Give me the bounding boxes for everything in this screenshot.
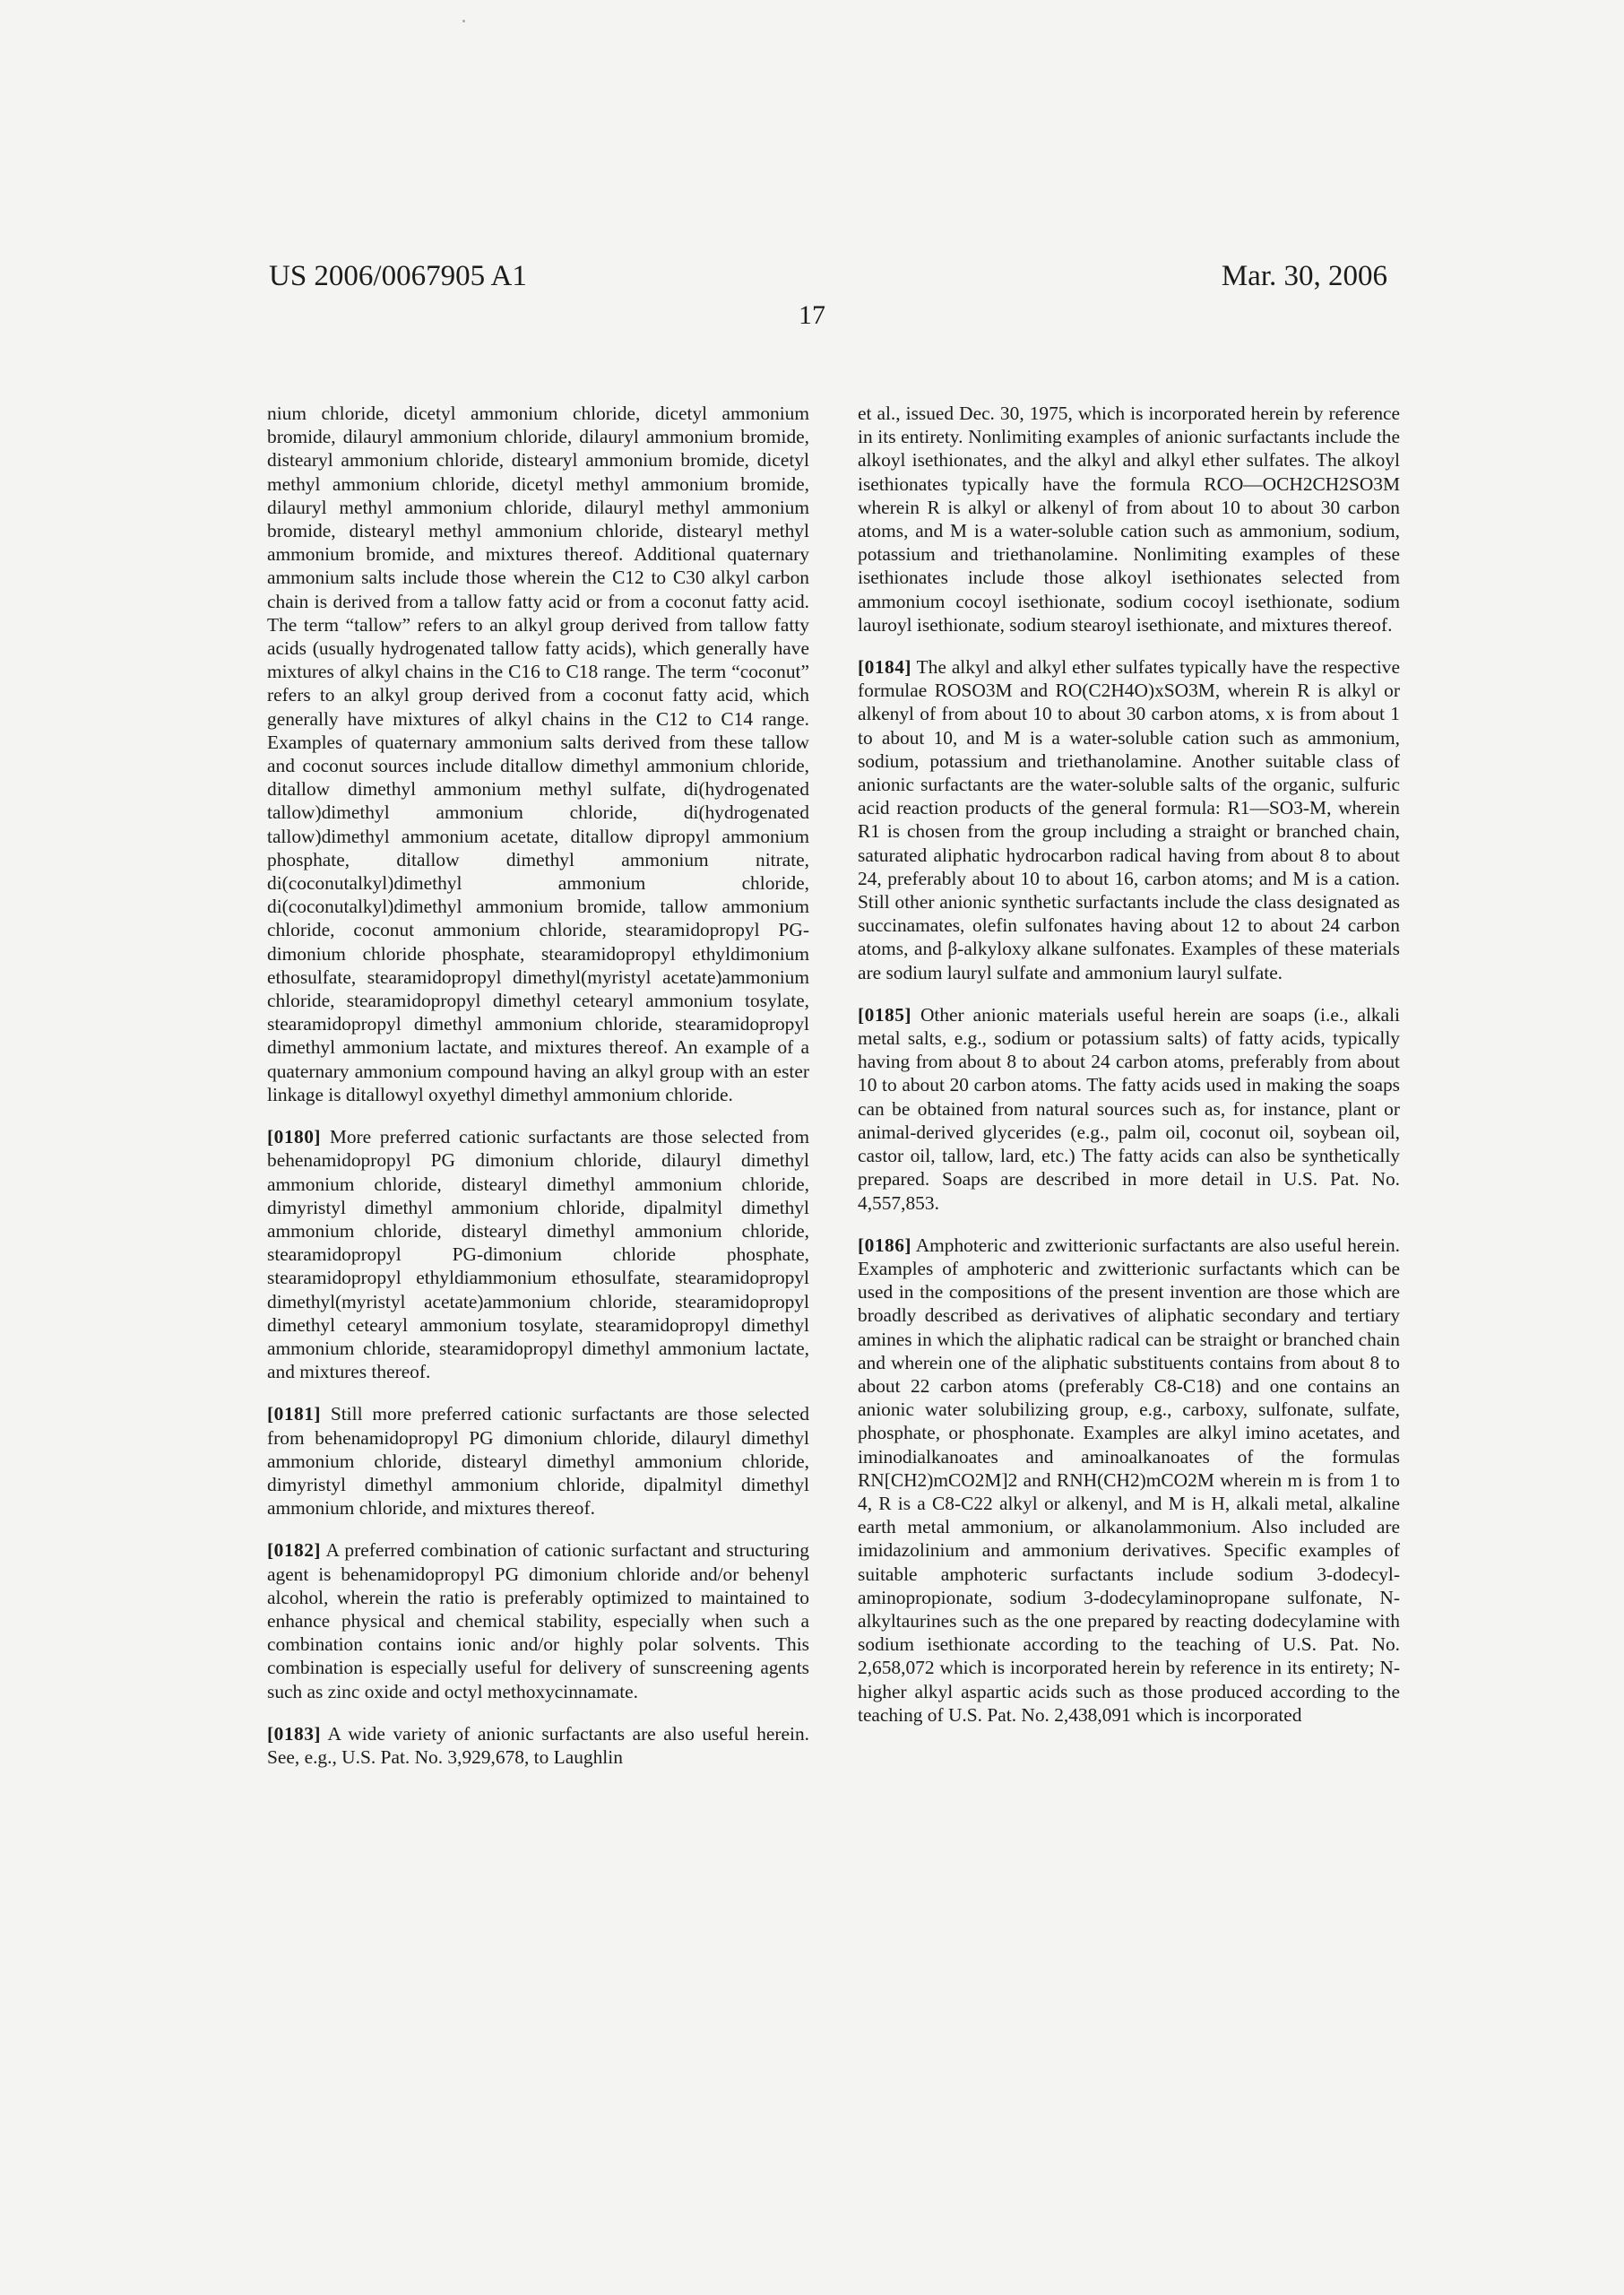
paragraph-id: [0182] [267,1539,322,1562]
paragraph-text: The alkyl and alkyl ether sulfates typically have the respective formulae ROSO3M and RO(C2H4O)xSO3M, wherein R is alkyl or alkenyl of from about 10 to about 30 carbon atoms, x is from about 1 to about 10, and M is a water-soluble cation such as ammonium, sodium, potassium and triethanolamine. Another suitable class of anionic surfactants are the water-soluble salts of the organic, sulfuric acid reaction products of the general formula: R1—SO3-M, wherein R1 is chosen from the group including a straight or branched chain, saturated aliphatic hydrocarbon radical having from about 8 to about 24, preferably about 10 to about 16, carbon atoms; and M is a cation. Still other anionic synthetic surfactants include the class designated as succinamates, olefin sulfonates having about 12 to about 24 carbon atoms, and β-alkyloxy alkane sulfonates. Examples of these materials are sodium lauryl sulfate and ammonium lauryl sulfate. [858,656,1400,983]
paragraph [267,1402,809,1520]
paragraph-text: Other anionic materials useful herein are soaps (i.e., alkali metal salts, e.g., sodium or potassium salts) of fatty acids, typically having from about 8 to about 24 carbon atoms, preferably from about 10 to about 20 carbon atoms. The fatty acids used in making the soaps can be obtained from natural sources such as, for instance, plant or animal-derived glycerides (e.g., palm oil, coconut oil, soybean oil, castor oil, tallow, lard, etc.) The fatty acids can also be synthetically prepared. Soaps are described in more detail in U.S. Pat. No. 4,557,853. [858,1003,1400,1214]
paragraph-id: [0183] [267,1722,322,1745]
scan-speck [462,20,465,22]
paragraph-text: More preferred cationic surfactants are those selected from behenamidopropyl PG dimonium chloride, dilauryl dimethyl ammonium chloride, distearyl dimethyl ammonium chloride, dimyristyl dimethyl ammonium chloride, dipalmityl dimethyl ammonium chloride, distearyl dimethyl ammonium chloride, stearamidopropyl PG-dimonium chloride phosphate, stearamidopropyl ethyldiammonium ethosulfate, stearamidopropyl dimethyl(myristyl acetate)ammonium chloride, stearamidopropyl dimethyl cetearyl ammonium tosylate, stearamidopropyl dimethyl ammonium chloride, stearamidopropyl dimethyl ammonium lactate, and mixtures thereof. [267,1126,809,1383]
left-column [267,402,809,1788]
page-number: 17 [799,300,825,330]
paragraph-text: Still more preferred cationic surfactants are those selected from behenamidopropyl PG dimonium chloride, dilauryl dimethyl ammonium chloride, distearyl dimethyl ammonium chloride, dimyristyl dimethyl ammonium chloride, dipalmityl dimethyl ammonium chloride, and mixtures thereof. [267,1403,809,1520]
paragraph-text: A preferred combination of cationic surfactant and structuring agent is behenamidopropyl PG dimonium chloride and/or behenyl alcohol, wherein the ratio is preferably optimized to maintained to enhance physical and chemical stability, especially when such a combination contains ionic and/or highly polar solvents. This combination is especially useful for delivery of sunscreening agents such as zinc oxide and octyl methoxycinnamate. [267,1539,809,1702]
paragraph-text: A wide variety of anionic surfactants are also useful herein. See, e.g., U.S. Pat. No. 3,929,678, to Laughlin [267,1722,809,1768]
paragraph-id: [0184] [858,656,912,679]
paragraph-id: [0186] [858,1234,912,1256]
paragraph-id: [0185] [858,1003,912,1026]
paragraph [858,1003,1400,1215]
paragraph [267,1538,809,1702]
paragraph-text: nium chloride, dicetyl ammonium chloride, dicetyl ammonium bromide, dilauryl ammonium chloride, dilauryl ammonium bromide, distearyl ammonium chloride, distearyl ammonium bromide, dicetyl methyl ammonium chloride, dicetyl methyl ammonium bromide, dilauryl methyl ammonium chloride, dilauryl methyl ammonium bromide, distearyl methyl ammonium chloride, distearyl methyl ammonium bromide, and mixtures thereof. Additional quaternary ammonium salts include those wherein the C12 to C30 alkyl carbon chain is derived from a tallow fatty acid or from a coconut fatty acid. The term “tallow” refers to an alkyl group derived from tallow fatty acids (usually hydrogenated tallow fatty acids), which generally have mixtures of alkyl chains in the C16 to C18 range. The term “coconut” refers to an alkyl group derived from a coconut fatty acid, which generally have mixtures of alkyl chains in the C12 to C14 range. Examples of quaternary ammonium salts derived from these tallow and coconut sources include ditallow dimethyl ammonium chloride, ditallow dimethyl ammonium methyl sulfate, di(hydrogenated tallow)dimethyl ammonium chloride, di(hydrogenated tallow)dimethyl ammonium acetate, ditallow dipropyl ammonium phosphate, ditallow dimethyl ammonium nitrate, di(coconutalkyl)dimethyl ammonium chloride, di(coconutalkyl)dimethyl ammonium bromide, tallow ammonium chloride, coconut ammonium chloride, stearamidopropyl PG-dimonium chloride phosphate, stearamidopropyl ethyldimonium ethosulfate, stearamidopropyl dimethyl(myristyl acetate)ammonium chloride, stearamidopropyl dimethyl cetearyl ammonium tosylate, stearamidopropyl dimethyl ammonium chloride, stearamidopropyl dimethyl ammonium lactate, and mixtures thereof. An example of a quaternary ammonium compound having an alkyl group with an ester linkage is ditallowyl oxyethyl dimethyl ammonium chloride. [267,403,809,1105]
paragraph [858,655,1400,984]
paragraph-id: [0181] [267,1403,322,1425]
paragraph [267,1125,809,1383]
paragraph [267,402,809,1106]
paragraph [858,1234,1400,1727]
right-column [858,402,1400,1745]
paragraph-text: Amphoteric and zwitterionic surfactants are also useful herein. Examples of amphoteric and zwitterionic surfactants which can be used in the compositions of the present invention are those which are broadly described as derivatives of aliphatic secondary and tertiary amines in which the aliphatic radical can be straight or branched chain and wherein one of the aliphatic substituents contains from about 8 to about 22 carbon atoms (preferably C8-C18) and one contains an anionic water solubilizing group, e.g., carboxy, sulfonate, sulfate, phosphate, or phosphonate. Examples are alkyl imino acetates, and iminodialkanoates and aminoalkanoates of the formulas RN[CH2)mCO2M]2 and RNH(CH2)mCO2M wherein m is from 1 to 4, R is a C8-C22 alkyl or alkenyl, and M is H, alkali metal, alkaline earth metal ammonium, or alkanolammonium. Also included are imidazolinium and ammonium derivatives. Specific examples of suitable amphoteric surfactants include sodium 3-dodecyl-aminopropionate, sodium 3-dodecylaminopropane sulfonate, N-alkyltaurines such as the one prepared by reacting dodecylamine with sodium isethionate according to the teaching of U.S. Pat. No. 2,658,072 which is incorporated herein by reference in its entirety; N-higher alkyl aspartic acids such as those produced according to the teaching of U.S. Pat. No. 2,438,091 which is incorporated [858,1234,1400,1726]
paragraph [267,1722,809,1769]
paragraph [858,402,1400,637]
publication-number: US 2006/0067905 A1 [269,260,527,292]
paragraph-text: et al., issued Dec. 30, 1975, which is incorporated herein by reference in its entirety. Nonlimiting examples of anionic surfactants include the alkoyl isethionates, and the alkyl and alkyl ether sulfates. The alkoyl isethionates typically have the formula RCO—OCH2CH2SO3M wherein R is alkyl or alkenyl of from about 10 to about 30 carbon atoms, and M is a water-soluble cation such as ammonium, sodium, potassium and triethanolamine. Nonlimiting examples of these isethionates include those alkoyl isethionates selected from ammonium cocoyl isethionate, sodium cocoyl isethionate, sodium lauroyl isethionate, sodium stearoyl isethionate, and mixtures thereof. [858,403,1400,636]
paragraph-id: [0180] [267,1126,322,1148]
publication-date: Mar. 30, 2006 [1221,260,1387,292]
